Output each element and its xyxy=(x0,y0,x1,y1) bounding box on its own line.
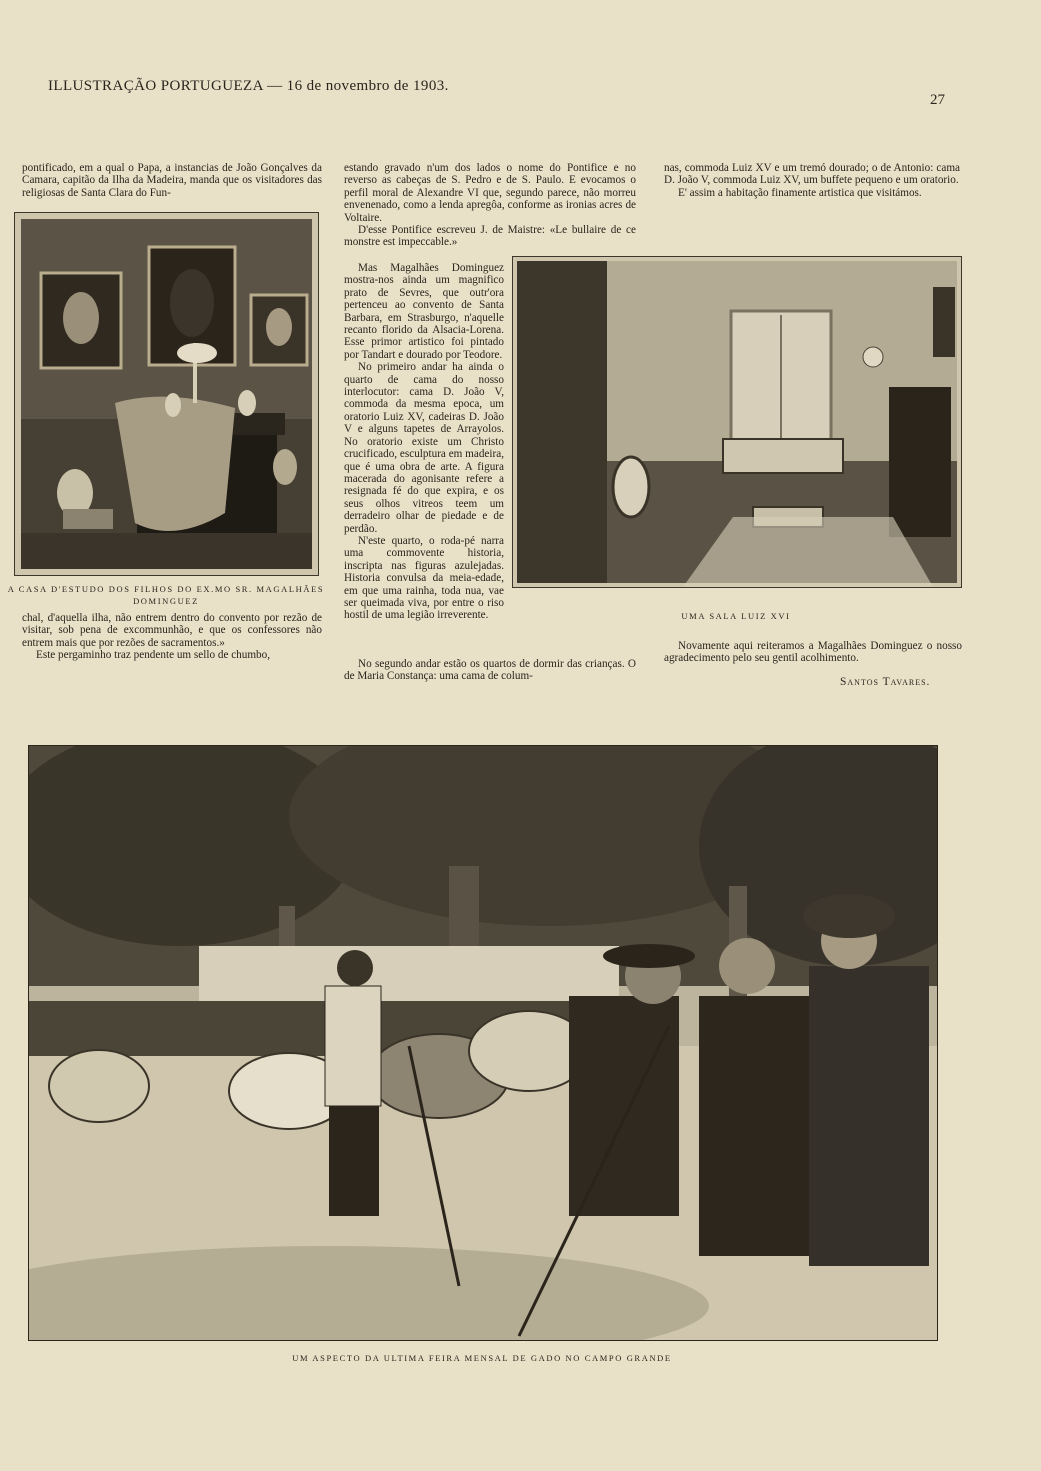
paragraph: pontificado, em a qual o Papa, a instancias de João Gonçalves da Camara, capitão da Ilha da Madeira, manda que os visitadores das religiosas de Santa Clara do Fun- xyxy=(22,162,322,199)
paragraph: N'este quarto, o roda-pé narra uma commovente historia, inscripta nas figuras azulejadas. Historia convulsa da meia-edade, em que uma rainha, toda nua, vae ser queimada viva, por entre o riso hostil de uma legião irreverente. xyxy=(344,534,504,622)
caption-line: A CASA D'ESTUDO DOS FILHOS DO EX.MO SR. MAGALHÃES xyxy=(7,584,325,594)
paragraph: No segundo andar estão os quartos de dormir das crianças. O de Maria Constança: uma cama de colum- xyxy=(344,658,636,683)
author-signature: Santos Tavares. xyxy=(840,676,931,688)
photo-sala-luiz-xvi xyxy=(513,257,961,587)
paragraph: Mas Magalhães Dominguez mostra-nos ainda um magnifico prato de Sevres, que outr'ora pertenceu ao convento de Santa Barbara, em Strasburgo, n'aquelle recanto florido da Alsacia-Lorena. Esse primor artistico foi pintado por Tandart e dourado por Teodore. xyxy=(344,262,504,361)
column-2-lower xyxy=(344,658,636,683)
photo-sala-luiz-xvi-caption: UMA SALA LUIZ XVI xyxy=(681,611,791,621)
column-2-narrow xyxy=(344,262,504,622)
photo-study-room-caption xyxy=(6,583,326,607)
page-number: 27 xyxy=(930,92,945,108)
column-2-upper xyxy=(344,162,636,249)
paragraph: estando gravado n'um dos lados o nome do Pontifice e no reverso as cabeças de S. Pedro e de S. Paulo. E evocamos o perfil moral de Alexandre VI que, segundo parece, não morreu envenenado, como a lenda apregôa, conforme as ironias acres de Voltaire. xyxy=(344,162,636,224)
photo-study-room-frame xyxy=(14,212,319,576)
paragraph: E' assim a habitação finamente artistica que visitámos. xyxy=(678,186,922,199)
photo-study-room xyxy=(15,213,318,575)
closing-paragraph xyxy=(664,640,962,665)
caption-line: DOMINGUEZ xyxy=(133,596,199,606)
photo-sala-luiz-xvi-frame xyxy=(512,256,962,588)
page-header-title: ILLUSTRAÇÃO PORTUGUEZA — 16 de novembro de 1903. xyxy=(48,78,449,94)
column-1-bottom xyxy=(22,612,322,662)
column-3 xyxy=(664,162,960,199)
paragraph: No primeiro andar ha ainda o quarto de cama do nosso interlocutor: cama D. João V, commoda da mesma epoca, um oratorio Luiz XV, cadeiras D. João V e alguns tapetes de Arrayolos. No oratorio existe um Christo crucificado, esculptura em madeira, que é uma obra de arte. A figura macerada do agonisante refere a resignada fé do que expira, e os seus olhos vitreos teem um derradeiro olhar de piedade e de perdão. xyxy=(344,361,504,535)
illustration-cattle-fair-drawing xyxy=(29,746,937,1340)
illustration-caption: UM ASPECTO DA ULTIMA FEIRA MENSAL DE GADO NO CAMPO GRANDE xyxy=(292,1353,672,1363)
column-1-top xyxy=(22,162,322,199)
paragraph: nas, commoda Luiz XV e um tremó dourado; o de Antonio: cama D. João V, commoda Luiz XV, um buffete pequeno e um oratorio. xyxy=(664,162,960,187)
illustration-cattle-fair xyxy=(28,745,938,1341)
paragraph: D'esse Pontifice escreveu J. de Maistre: «Le bullaire de ce monstre est impeccable.» xyxy=(344,224,636,249)
paragraph: chal, d'aquella ilha, não entrem dentro do convento por rezão de visitar, sob pena de excommunhão, e que os confessores não entrem mais que por rezões de sacramentos.» xyxy=(22,612,322,649)
paragraph: Este pergaminho traz pendente um sello de chumbo, xyxy=(36,649,271,662)
paragraph: Novamente aqui reiteramos a Magalhães Dominguez o nosso agradecimento pelo seu gentil acolhimento. xyxy=(664,640,962,665)
